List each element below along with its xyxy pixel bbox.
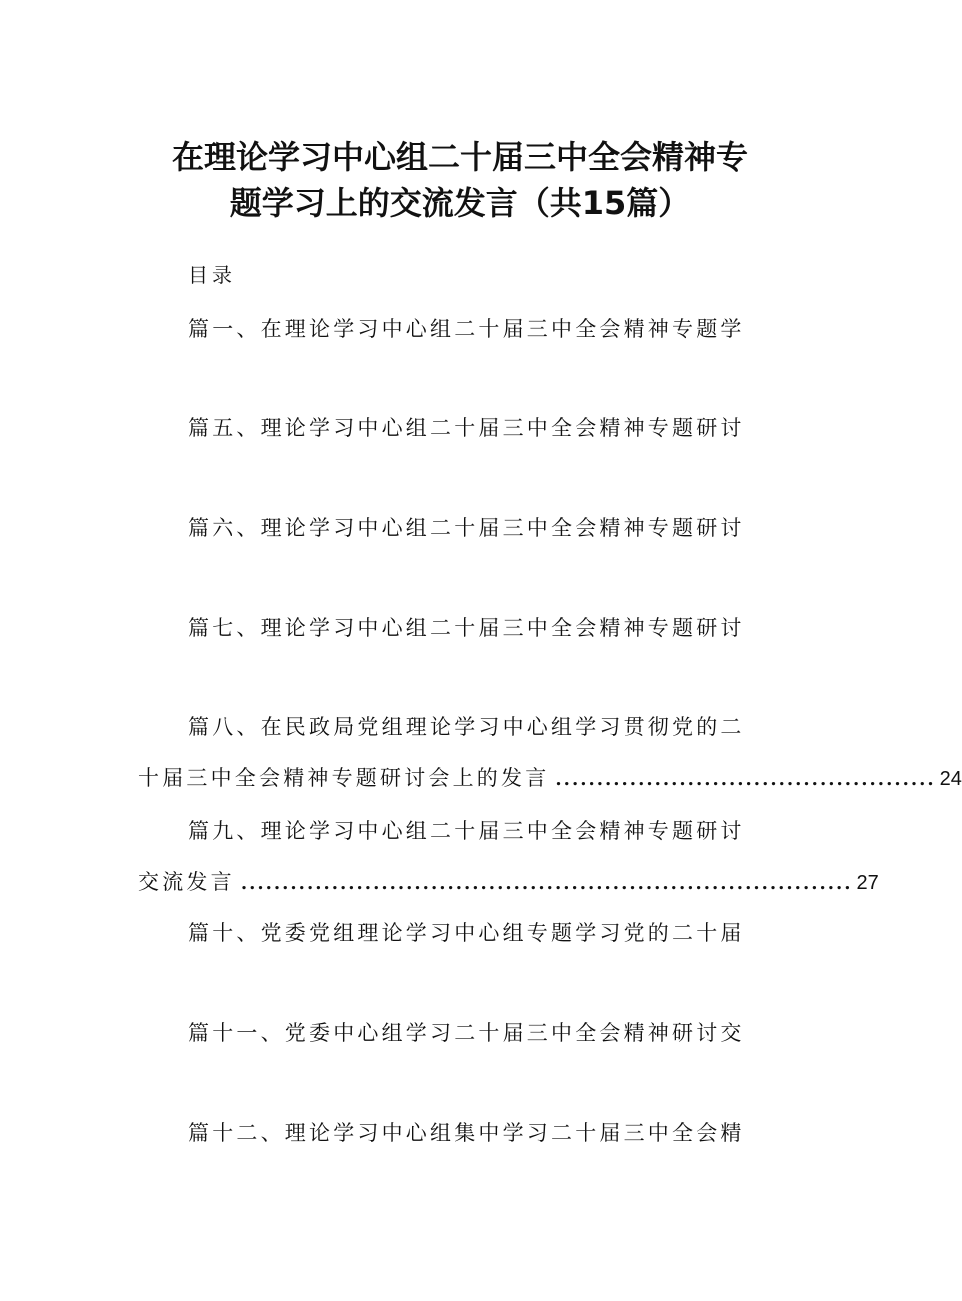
- toc-entry-5[interactable]: 篇五、理论学习中心组二十届三中全会精神专题研讨: [188, 416, 745, 440]
- dot-leader: ..............................................: [555, 769, 936, 790]
- document-title-line-1: 在理论学习中心组二十届三中全会精神专: [171, 138, 748, 176]
- toc-entry-6[interactable]: 篇六、理论学习中心组二十届三中全会精神专题研讨: [188, 516, 745, 540]
- toc-entry-7[interactable]: 篇七、理论学习中心组二十届三中全会精神专题研讨: [188, 616, 745, 640]
- toc-entry-9-page-number: 27: [856, 872, 879, 894]
- toc-entry-12[interactable]: 篇十二、理论学习中心组集中学习二十届三中全会精: [188, 1121, 745, 1145]
- toc-entry-11[interactable]: 篇十一、党委中心组学习二十届三中全会精神研讨交: [188, 1021, 745, 1045]
- toc-entry-9-continuation[interactable]: [138, 866, 879, 896]
- toc-entry-8-page-number: 24: [939, 768, 962, 790]
- toc-entry-9-line2: 交流发言: [138, 870, 235, 894]
- toc-entry-8-continuation[interactable]: [138, 762, 962, 792]
- toc-entry-9[interactable]: 篇九、理论学习中心组二十届三中全会精神专题研讨: [188, 819, 745, 843]
- toc-entry-8-line2: 十届三中全会精神专题研讨会上的发言: [138, 766, 550, 790]
- document-title-line-2: 题学习上的交流发言（共15篇）: [229, 184, 691, 222]
- toc-heading: 目录: [188, 263, 236, 287]
- toc-entry-8[interactable]: 篇八、在民政局党组理论学习中心组学习贯彻党的二: [188, 715, 745, 739]
- dot-leader: ..........................................................................: [240, 873, 853, 894]
- toc-entry-10[interactable]: 篇十、党委党组理论学习中心组专题学习党的二十届: [188, 921, 745, 945]
- toc-entry-1[interactable]: 篇一、在理论学习中心组二十届三中全会精神专题学: [188, 317, 745, 341]
